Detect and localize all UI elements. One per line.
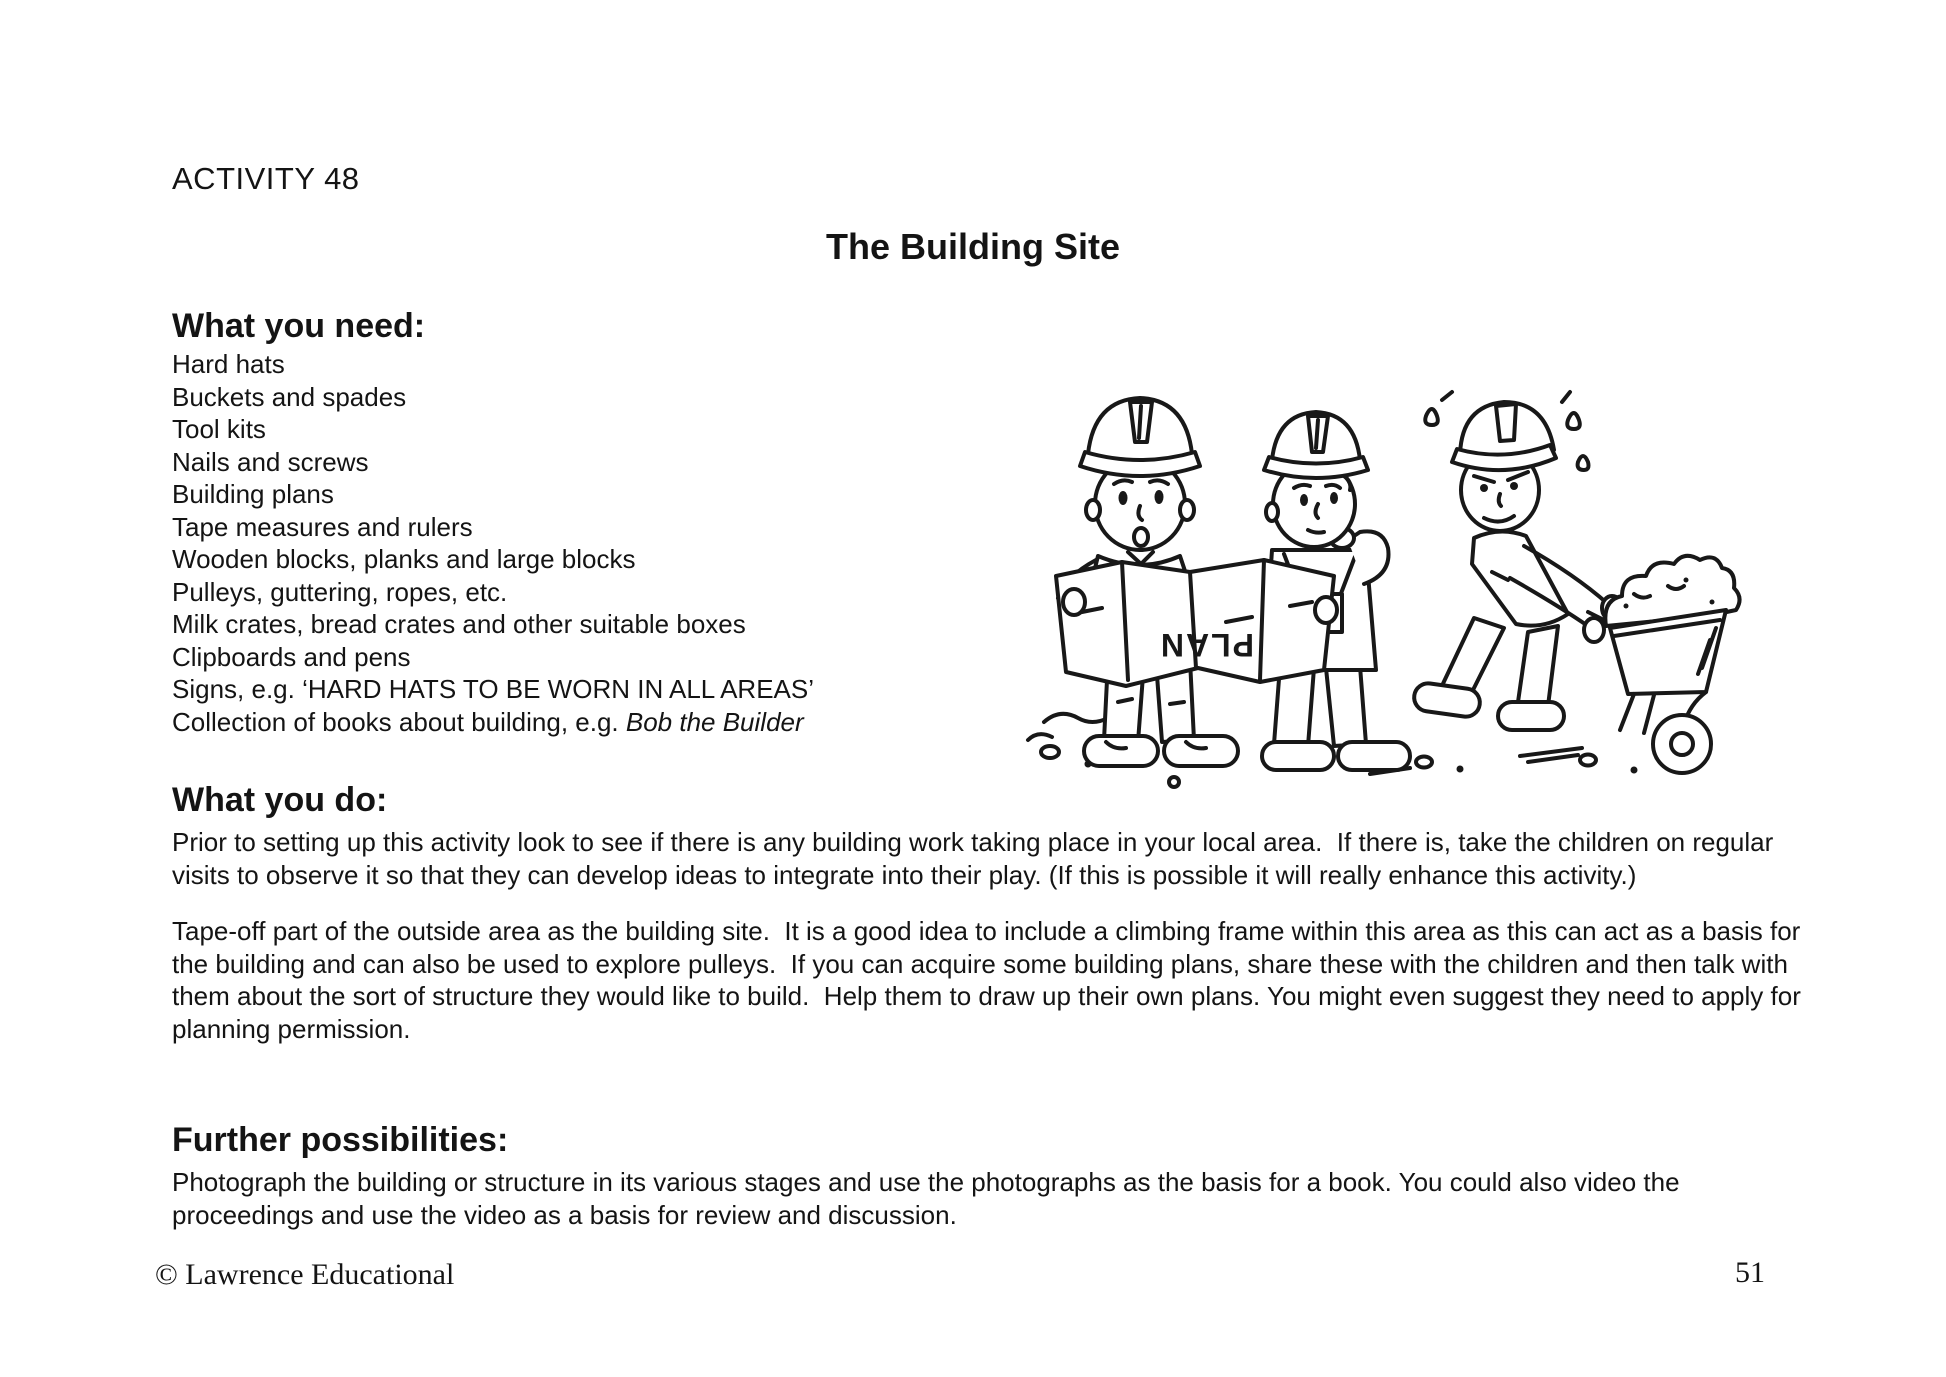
activity-label: ACTIVITY 48 [172, 161, 360, 196]
need-list-item-books [172, 706, 1072, 739]
builders-illustration [1022, 370, 1742, 795]
need-list-item: Building plans [172, 479, 334, 509]
need-list-item: Milk crates, bread crates and other suitable boxes [172, 609, 746, 639]
builder-right [1412, 392, 1622, 730]
need-list-item: Clipboards and pens [172, 641, 411, 672]
what-you-do-paragraph: Prior to setting up this activity look to see if there is any building work taking place in your local area. If there is, take the children on regular visits to observe it so that they can develop ideas to integrate into their play. (If this is possible it will really enhance this activity.) [172, 827, 1781, 890]
books-item-title: Bob the Builder [625, 706, 804, 737]
further-possibilities-paragraph: Photograph the building or structure in its various stages and use the photographs as the basis for a book. You could also video the proceedings and use the video as a basis for review and discussion. [172, 1167, 1687, 1230]
books-item-prefix: Collection of books about building, e.g. [172, 706, 626, 737]
wheelbarrow [1588, 556, 1740, 773]
what-you-need-list [172, 348, 1072, 738]
what-you-do-paragraph: Tape-off part of the outside area as the building site. It is a good idea to include a climbing frame within this area as this can act as a basis for the building and can also be used to explore pulleys. If you can acquire some building plans, share these with the children and then talk with them about the sort of structure they would like to build. Help them to draw up their own plans. You might even suggest they need to apply for planning permission. [172, 916, 1809, 1044]
further-possibilities-section [172, 1120, 1812, 1255]
need-list-item: Tool kits [172, 414, 266, 444]
need-list-item: Tape measures and rulers [172, 511, 473, 542]
copyright-notice: © Lawrence Educational [155, 1258, 455, 1291]
what-you-need-heading: What you need: [172, 307, 426, 345]
need-list-item: Buckets and spades [172, 381, 407, 412]
what-you-need-section [172, 306, 1072, 738]
page-title: The Building Site [826, 226, 1120, 267]
plan-label: PLAN [1158, 627, 1254, 663]
need-list-item: Pulleys, guttering, ropes, etc. [172, 576, 508, 607]
what-you-do-section [172, 780, 1812, 1069]
need-list-item: Nails and screws [172, 446, 369, 477]
page-number: 51 [1735, 1256, 1765, 1289]
need-list-item: Wooden blocks, planks and large blocks [172, 544, 636, 574]
what-you-do-heading: What you do: [172, 781, 388, 819]
further-possibilities-heading: Further possibilities: [172, 1121, 509, 1159]
need-list-item: Signs, e.g. ‘HARD HATS TO BE WORN IN ALL AREAS’ [172, 674, 815, 704]
need-list-item: Hard hats [172, 349, 285, 379]
